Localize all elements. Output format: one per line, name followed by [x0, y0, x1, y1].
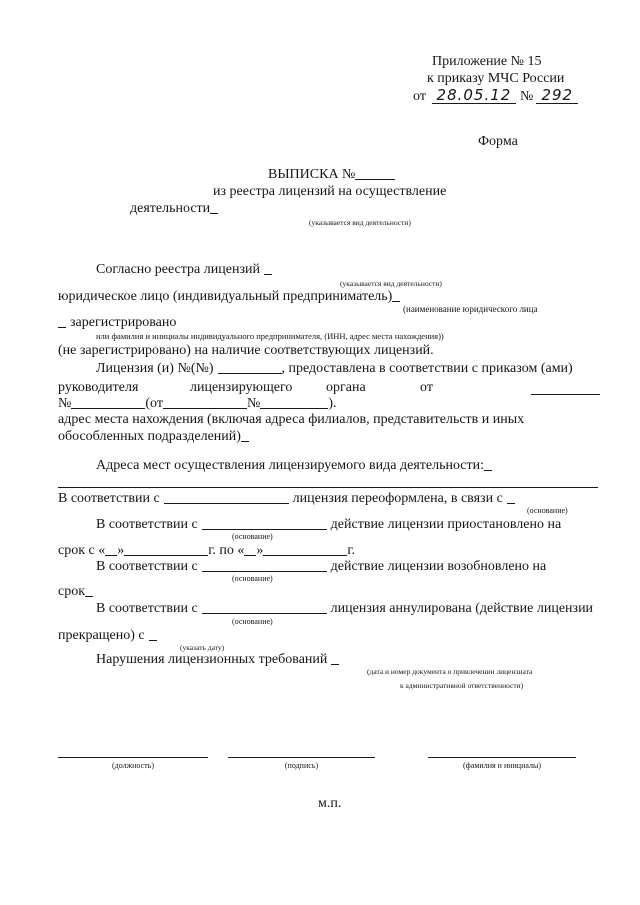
- places-line: [96, 458, 598, 474]
- signature-line: [228, 757, 375, 758]
- entity-blank: [392, 301, 400, 302]
- reissue-hint: (основание): [527, 506, 568, 515]
- term-year-label: г.: [347, 543, 356, 558]
- renewal-term-line: [58, 584, 210, 600]
- suspension-term-line: [58, 543, 355, 559]
- issuer-line: [58, 380, 600, 396]
- title-heading: ВЫПИСКА №: [268, 167, 356, 182]
- suspension-line: [96, 517, 561, 533]
- position-signature-line: [58, 757, 208, 758]
- order-number-line: [58, 396, 337, 412]
- registry-label: Согласно реестра лицензий: [96, 262, 260, 277]
- order-number-sign-2: №: [246, 396, 261, 411]
- position-label: (должность): [112, 761, 154, 770]
- form-label: Форма: [478, 134, 518, 149]
- order-close: ).: [328, 396, 337, 411]
- license-suffix: , предоставлена в соответствии с приказом (ами): [281, 361, 573, 376]
- entity-person-hint: или фамилия и инициалы индивидуального предпринимателя, (ИНН, адрес места нахождения)): [96, 331, 444, 341]
- entity-name-blank: [58, 327, 66, 328]
- annulment-label: В соответствии с: [96, 601, 198, 616]
- violations-blank: [331, 664, 339, 665]
- order-number-blank: [71, 408, 145, 409]
- renewal-text: действие лицензии возобновлено на: [330, 559, 547, 574]
- term-to-month-blank: [263, 555, 347, 556]
- renewal-basis-blank: [202, 571, 327, 572]
- renewal-line: [96, 559, 546, 575]
- reissue-label: В соответствии с: [58, 491, 160, 506]
- suspension-basis-blank: [202, 529, 327, 530]
- address-line-1: адрес места нахождения (включая адреса филиалов, представительств и иных: [58, 412, 525, 427]
- registered-label: зарегистрировано: [70, 315, 177, 330]
- suspension-hint: (основание): [232, 532, 273, 541]
- license-number-blank: [218, 373, 282, 374]
- term-from-day-blank: [105, 555, 117, 556]
- order-from-label: (от: [145, 396, 163, 411]
- activity-line: [130, 201, 530, 217]
- violations-label: Нарушения лицензионных требований: [96, 652, 328, 667]
- activity-label: деятельности: [130, 201, 211, 216]
- entity-label: юридическое лицо (индивидуальный предприниматель): [58, 289, 393, 304]
- entity-name-hint: (наименование юридического лица: [403, 304, 538, 314]
- term-from-month-blank: [124, 555, 208, 556]
- order-number: 292: [536, 88, 578, 104]
- renewal-term-blank: [85, 596, 93, 597]
- name-signature-line: [428, 757, 576, 758]
- places-blank: [484, 470, 492, 471]
- issuer-word-1: руководителя: [58, 380, 139, 395]
- order-from-blank: [163, 408, 247, 409]
- reissue-basis-blank: [164, 503, 289, 504]
- address-label-2: обособленных подразделений): [58, 429, 241, 444]
- from-label: от: [413, 89, 426, 104]
- violations-hint-1: (дата и номер документа о привлечении лицензиата: [367, 667, 533, 676]
- renewal-hint: (основание): [232, 574, 273, 583]
- renewal-term-label: срок: [58, 584, 86, 599]
- order-number-sign: №: [58, 396, 72, 411]
- term-to-day-blank: [244, 555, 256, 556]
- license-line: [96, 361, 573, 377]
- registry-hint: (указывается вид деятельности): [340, 279, 442, 288]
- reissue-line: [58, 491, 598, 507]
- annulment-hint: (основание): [232, 617, 273, 626]
- reissue-text: лицензия переоформлена, в связи с: [292, 491, 503, 506]
- registry-blank: [264, 274, 272, 275]
- issuer-word-3: органа: [326, 380, 366, 395]
- entity-line: [58, 289, 598, 305]
- order-date-line: [413, 88, 578, 104]
- activity-blank: [210, 213, 218, 214]
- order-date: 28.05.12: [432, 88, 516, 104]
- extract-number-blank: [355, 179, 395, 180]
- name-initials-label: (фамилия и инициалы): [462, 761, 542, 770]
- term-from-label: срок с «: [58, 543, 106, 558]
- termination-line: [58, 628, 256, 644]
- address-blank: [241, 441, 249, 442]
- appendix-number: Приложение № 15: [432, 54, 542, 69]
- renewal-label: В соответствии с: [96, 559, 198, 574]
- violations-hint-2: к административной ответственности): [400, 681, 524, 690]
- issuer-word-2: лицензирующего: [190, 380, 293, 395]
- registry-line: [96, 262, 588, 278]
- document-title: [268, 167, 395, 183]
- terminated-label: прекращено) с: [58, 628, 145, 643]
- title-subtitle: из реестра лицензий на осуществление: [213, 184, 447, 199]
- annulment-basis-blank: [202, 613, 327, 614]
- suspension-label: В соответствии с: [96, 517, 198, 532]
- termination-date-blank: [149, 640, 157, 641]
- activity-hint: (указывается вид деятельности): [309, 218, 411, 227]
- license-prefix: Лицензия (и) №(№): [96, 361, 214, 376]
- places-blank-full: [58, 487, 598, 488]
- places-label: Адреса мест осуществления лицензируемого вида деятельности:: [96, 458, 485, 473]
- term-to-label: г. по «: [208, 543, 245, 558]
- order-reference: к приказу МЧС России: [427, 71, 565, 86]
- annulment-line: [96, 601, 593, 617]
- address-line-2: [58, 429, 600, 445]
- annulment-text: лицензия аннулирована (действие лицензии: [330, 601, 594, 616]
- issuer-word-4: от: [420, 380, 433, 395]
- term-from-quote: »: [117, 543, 125, 558]
- stamp-place: м.п.: [318, 796, 342, 811]
- signature-label: (подпись): [284, 761, 319, 770]
- registered-line: [58, 315, 598, 331]
- violations-line: [96, 652, 588, 668]
- suspension-text: действие лицензии приостановлено на: [330, 517, 562, 532]
- termination-date-hint: (указать дату): [180, 643, 225, 652]
- reissue-reason-blank: [507, 503, 515, 504]
- order-date-blank: [531, 394, 600, 395]
- number-sign: №: [519, 89, 534, 104]
- term-to-quote: »: [256, 543, 264, 558]
- order-number-blank-2: [260, 408, 328, 409]
- not-registered-text: (не зарегистрировано) на наличие соответствующих лицензий.: [58, 343, 434, 358]
